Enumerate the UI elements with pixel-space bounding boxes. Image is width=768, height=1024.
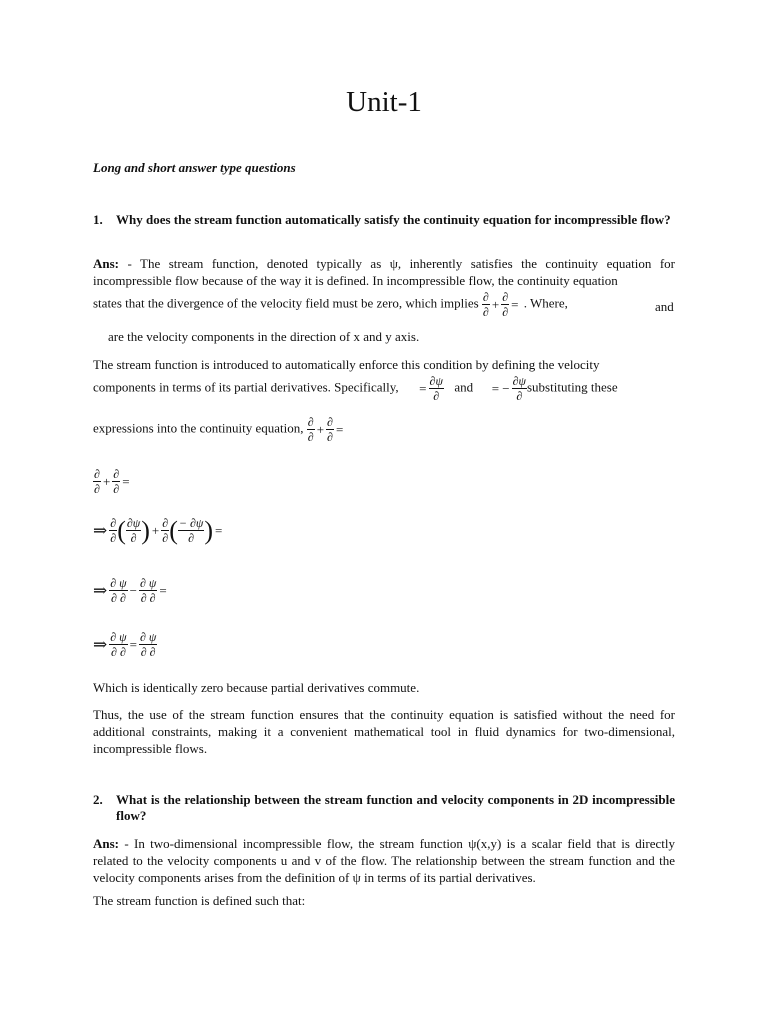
equation-4: ⇒ $\frac{\partial \psi}{\partial \partial}$ = $\frac{\partial \psi}{\partial \partial}$ [93, 630, 157, 659]
q1-where-text: . Where, [523, 295, 568, 311]
q2-answer-text: - In two-dimensional incompressible flow, the stream function ψ(x,y) is a scalar field that is directly related to the velocity components u and v of the flow. The relationship between the stream function and the velocity components arises from the definition of ψ in terms of its partial derivatives. [93, 836, 675, 885]
fraction: $\frac{\partial\psi}{\partial}$ [429, 374, 443, 403]
q2-answer-paragraph-1 [93, 835, 675, 886]
page-title: Unit-1 [346, 86, 422, 118]
q1-answer-paragraph-1 [93, 255, 675, 289]
q1-paragraph-2-line-2: components in terms of its partial derivatives. Specifically, = $\frac{\partial\psi}{\partial}$ and = − $\frac{\partial\psi}{\partial}$ substituting these [93, 374, 618, 403]
q1-paragraph-2-line-3: expressions into the continuity equation, $\frac{\partial}{\partial}$ + $\frac{\partial}{\partial}$ = [93, 415, 344, 444]
q1-paragraph-3: Which is identically zero because partial derivatives commute. [93, 680, 420, 695]
q1-and-text: and [655, 299, 674, 314]
q1-velocity-components-line: are the velocity components in the direction of x and y axis. [108, 329, 420, 344]
section-subheading: Long and short answer type questions [93, 160, 296, 175]
fraction: $\frac{\partial}{\partial}$ [482, 290, 489, 319]
q1-paragraph-2-line-1: The stream function is introduced to automatically enforce this condition by defining the velocity [93, 357, 600, 372]
q1-paragraph-4: Thus, the use of the stream function ensures that the continuity equation is satisfied without the need for additional constraints, making it a convenient mathematical tool in fluid dynamics for two-dimensional, incompressible flows. [93, 707, 675, 756]
question-2 [93, 792, 675, 824]
equation-3: ⇒ $\frac{\partial \psi}{\partial \partial}$ − $\frac{\partial \psi}{\partial \partial}$ = [93, 576, 167, 605]
equation-1: $\frac{\partial}{\partial}$ + $\frac{\partial}{\partial}$ = [94, 467, 130, 496]
question-2-text: What is the relationship between the stream function and velocity components in 2D incompressible flow? [116, 792, 675, 823]
q1-answer-label: Ans: [93, 256, 120, 271]
q1-continuity-text: states that the divergence of the velocity field must be zero, which implies [93, 295, 479, 311]
question-1-text: Why does the stream function automatically satisfy the continuity equation for incompressible flow? [116, 212, 671, 227]
fraction: $\frac{\partial}{\partial}$ [327, 415, 333, 444]
question-1 [93, 212, 675, 228]
fraction: $\frac{\partial}{\partial}$ [502, 290, 509, 319]
q2-answer-label: Ans: [93, 836, 120, 851]
fraction: $\frac{\partial\psi}{\partial}$ [512, 374, 526, 403]
q2-paragraph-2: The stream function is defined such that: [93, 893, 306, 908]
q1-answer-text: - The stream function, denoted typically as ψ, inherently satisfies the continuity equation for incompressible flow because of the way it is defined. In incompressible flow, the continuity equation [93, 256, 675, 288]
q1-continuity-line: states that the divergence of the velocity field must be zero, which implies $\frac{\partial}{\partial}$ + $\frac{\partial}{\partial}$ = . Where, and [93, 290, 674, 319]
fraction: $\frac{\partial}{\partial}$ [307, 415, 314, 444]
question-2-number: 2. [93, 792, 103, 807]
question-1-number: 1. [93, 212, 103, 227]
equation-2: ⇒ $\frac{\partial}{\partial}$ ( $\frac{\partial\psi}{\partial}$ ) + $\frac{\partial}{\partial}$ ( $\frac{- \partial\psi}{\partial}$ ) = [93, 515, 223, 545]
